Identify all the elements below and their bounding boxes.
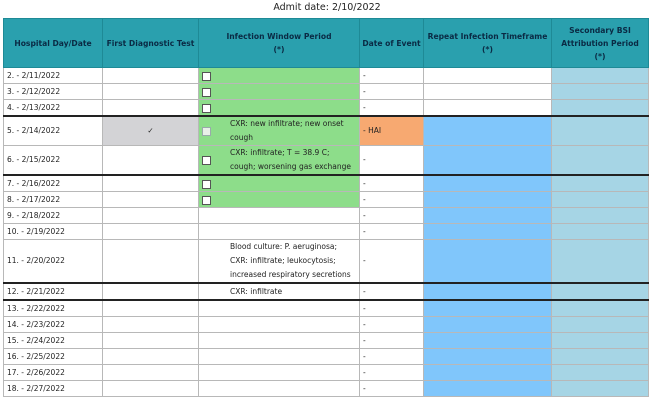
iwp-checkbox[interactable] <box>202 156 211 165</box>
repeat-infection-cell <box>424 365 552 381</box>
secondary-bsi-cell <box>552 283 649 300</box>
iwp-findings-text: CXR: infiltrate; T = 38.9 C; cough; worsening gas exchange <box>230 148 351 171</box>
secondary-bsi-cell <box>552 317 649 333</box>
secondary-bsi-cell <box>552 300 649 317</box>
date-of-event-cell: - <box>360 192 424 208</box>
col-header-sbsi: Secondary BSI Attribution Period (*) <box>552 19 649 68</box>
table-row <box>4 224 649 240</box>
hospital-day-cell: 5. - 2/14/2022 <box>4 116 103 146</box>
infection-window-cell <box>199 68 360 84</box>
hospital-day-cell: 15. - 2/24/2022 <box>4 333 103 349</box>
table-row <box>4 100 649 117</box>
repeat-infection-cell <box>424 84 552 100</box>
first-test-cell: ✓ <box>103 116 199 146</box>
secondary-bsi-cell <box>552 333 649 349</box>
hospital-day-cell: 4. - 2/13/2022 <box>4 100 103 117</box>
repeat-infection-cell <box>424 381 552 397</box>
infection-window-cell <box>199 240 360 284</box>
repeat-infection-cell <box>424 240 552 284</box>
infection-timeline-table <box>3 18 649 397</box>
repeat-infection-cell <box>424 192 552 208</box>
table-row <box>4 283 649 300</box>
iwp-checkbox[interactable] <box>202 88 211 97</box>
infection-window-cell <box>199 84 360 100</box>
first-test-cell <box>103 208 199 224</box>
infection-window-cell <box>199 365 360 381</box>
secondary-bsi-cell <box>552 240 649 284</box>
table-row <box>4 300 649 317</box>
date-of-event-cell: - <box>360 100 424 117</box>
hospital-day-cell: 14. - 2/23/2022 <box>4 317 103 333</box>
iwp-checkbox[interactable] <box>202 104 211 113</box>
first-test-cell <box>103 240 199 284</box>
table-row <box>4 84 649 100</box>
hospital-day-cell: 13. - 2/22/2022 <box>4 300 103 317</box>
first-test-cell <box>103 84 199 100</box>
repeat-infection-cell <box>424 68 552 84</box>
iwp-findings-text: Blood culture: P. aeruginosa; CXR: infiltrate; leukocytosis; increased respiratory secretions <box>230 242 351 279</box>
infection-window-cell <box>199 300 360 317</box>
hospital-day-cell: 7. - 2/16/2022 <box>4 175 103 192</box>
hospital-day-cell: 3. - 2/12/2022 <box>4 84 103 100</box>
secondary-bsi-cell <box>552 175 649 192</box>
infection-window-cell <box>199 349 360 365</box>
infection-window-cell <box>199 381 360 397</box>
date-of-event-cell: - <box>360 175 424 192</box>
table-row <box>4 116 649 146</box>
infection-window-cell <box>199 224 360 240</box>
iwp-checkbox[interactable] <box>202 196 211 205</box>
infection-window-cell <box>199 175 360 192</box>
first-test-cell <box>103 333 199 349</box>
date-of-event-cell: - <box>360 240 424 284</box>
hospital-day-cell: 11. - 2/20/2022 <box>4 240 103 284</box>
date-of-event-cell: - <box>360 300 424 317</box>
date-of-event-cell: - <box>360 365 424 381</box>
first-test-cell <box>103 300 199 317</box>
date-of-event-cell: - HAI <box>360 116 424 146</box>
infection-window-cell <box>199 100 360 117</box>
table-row <box>4 317 649 333</box>
secondary-bsi-cell <box>552 208 649 224</box>
col-header-date-of-event: Date of Event <box>360 19 424 68</box>
col-header-first-test: First Diagnostic Test <box>103 19 199 68</box>
secondary-bsi-cell <box>552 224 649 240</box>
table-row <box>4 146 649 176</box>
first-test-cell <box>103 68 199 84</box>
date-of-event-cell: - <box>360 146 424 176</box>
hospital-day-cell: 16. - 2/25/2022 <box>4 349 103 365</box>
date-of-event-cell: - <box>360 283 424 300</box>
repeat-infection-cell <box>424 300 552 317</box>
secondary-bsi-cell <box>552 84 649 100</box>
secondary-bsi-cell <box>552 349 649 365</box>
hospital-day-cell: 18. - 2/27/2022 <box>4 381 103 397</box>
iwp-findings-text: CXR: new infiltrate; new onset cough <box>230 119 344 142</box>
date-of-event-cell: - <box>360 84 424 100</box>
table-row <box>4 381 649 397</box>
date-of-event-cell: - <box>360 333 424 349</box>
table-row <box>4 192 649 208</box>
table-row <box>4 68 649 84</box>
hospital-day-cell: 12. - 2/21/2022 <box>4 283 103 300</box>
secondary-bsi-cell <box>552 100 649 117</box>
repeat-infection-cell <box>424 100 552 117</box>
repeat-infection-cell <box>424 116 552 146</box>
table-header-row <box>4 19 649 68</box>
secondary-bsi-cell <box>552 116 649 146</box>
hospital-day-cell: 17. - 2/26/2022 <box>4 365 103 381</box>
hospital-day-cell: 10. - 2/19/2022 <box>4 224 103 240</box>
table-row <box>4 208 649 224</box>
infection-window-cell <box>199 192 360 208</box>
secondary-bsi-cell <box>552 381 649 397</box>
infection-window-cell <box>199 116 360 146</box>
table-row <box>4 365 649 381</box>
first-test-cell <box>103 192 199 208</box>
first-test-cell <box>103 224 199 240</box>
col-header-hospital-day: Hospital Day/Date <box>4 19 103 68</box>
repeat-infection-cell <box>424 208 552 224</box>
table-row <box>4 175 649 192</box>
col-header-iwp: Infection Window Period (*) <box>199 19 360 68</box>
infection-window-cell <box>199 208 360 224</box>
iwp-checkbox[interactable] <box>202 180 211 189</box>
iwp-findings-text: CXR: infiltrate <box>230 286 283 296</box>
table-body <box>4 68 649 397</box>
repeat-infection-cell <box>424 333 552 349</box>
admit-date: Admit date: 2/10/2022 <box>273 2 381 13</box>
hospital-day-cell: 2. - 2/11/2022 <box>4 68 103 84</box>
iwp-checkbox[interactable] <box>202 72 211 81</box>
infection-window-cell <box>199 317 360 333</box>
infection-window-cell <box>199 283 360 300</box>
secondary-bsi-cell <box>552 146 649 176</box>
iwp-checkbox[interactable] <box>202 127 211 136</box>
repeat-infection-cell <box>424 283 552 300</box>
first-test-cell <box>103 175 199 192</box>
repeat-infection-cell <box>424 349 552 365</box>
secondary-bsi-cell <box>552 68 649 84</box>
table-row <box>4 240 649 284</box>
date-of-event-cell: - <box>360 317 424 333</box>
hospital-day-cell: 8. - 2/17/2022 <box>4 192 103 208</box>
infection-window-cell <box>199 146 360 176</box>
repeat-infection-cell <box>424 175 552 192</box>
first-test-cell <box>103 146 199 176</box>
date-of-event-cell: - <box>360 349 424 365</box>
table-row <box>4 349 649 365</box>
first-test-cell <box>103 349 199 365</box>
infection-window-cell <box>199 333 360 349</box>
first-test-cell <box>103 283 199 300</box>
date-of-event-cell: - <box>360 68 424 84</box>
hospital-day-cell: 9. - 2/18/2022 <box>4 208 103 224</box>
first-test-cell <box>103 381 199 397</box>
first-test-cell <box>103 317 199 333</box>
repeat-infection-cell <box>424 146 552 176</box>
repeat-infection-cell <box>424 224 552 240</box>
date-of-event-cell: - <box>360 208 424 224</box>
col-header-rit: Repeat Infection Timeframe (*) <box>424 19 552 68</box>
hospital-day-cell: 6. - 2/15/2022 <box>4 146 103 176</box>
table-row <box>4 333 649 349</box>
first-test-cell <box>103 100 199 117</box>
secondary-bsi-cell <box>552 365 649 381</box>
date-of-event-cell: - <box>360 224 424 240</box>
date-of-event-cell: - <box>360 381 424 397</box>
secondary-bsi-cell <box>552 192 649 208</box>
first-test-cell <box>103 365 199 381</box>
repeat-infection-cell <box>424 317 552 333</box>
